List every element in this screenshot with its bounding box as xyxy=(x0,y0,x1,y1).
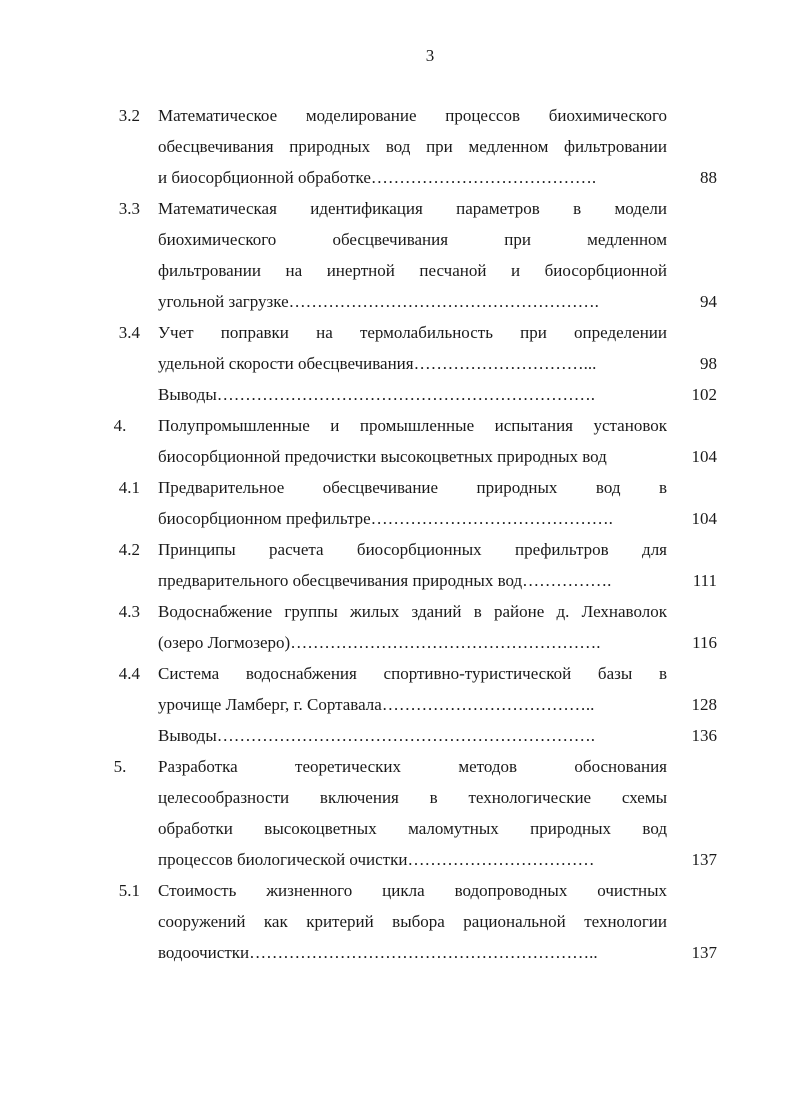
toc-entry-title-line: обработки высокоцветных маломутных природных вод xyxy=(158,819,667,838)
toc-entry-title xyxy=(158,720,667,751)
toc-entry-title-line: Предварительное обесцвечивание природных вод в xyxy=(158,478,667,497)
toc-entry-number: 4. xyxy=(113,416,127,435)
toc-entry-title-line: Учет поправки на термолабильность при определении xyxy=(158,323,667,342)
toc-entry-title xyxy=(158,100,667,193)
table-of-contents xyxy=(0,100,799,968)
toc-entry xyxy=(0,596,799,658)
toc-entry-title-last-line: процессов биологической очистки…………………………… xyxy=(158,850,595,869)
toc-entry-page: 137 xyxy=(691,943,717,962)
toc-entry-title-last-line: угольной загрузке………………………………………………. xyxy=(158,292,599,311)
toc-entry-title xyxy=(158,658,667,720)
toc-entry-title-line: Разработка теоретических методов обоснования xyxy=(158,757,667,776)
toc-entry-page: 88 xyxy=(700,168,717,187)
toc-entry-number: 4.4 xyxy=(118,664,140,683)
toc-entry-page: 128 xyxy=(691,695,717,714)
toc-entry xyxy=(0,875,799,968)
toc-entry xyxy=(0,193,799,317)
toc-entry-title-line: Принципы расчета биосорбционных префильтров для xyxy=(158,540,667,559)
toc-entry-page: 102 xyxy=(691,385,717,404)
toc-entry-title xyxy=(158,472,667,534)
toc-entry-title xyxy=(158,596,667,658)
toc-entry-title-last-line: биосорбционной предочистки высокоцветных природных вод xyxy=(158,447,607,466)
toc-entry-title-last-line: удельной скорости обесцвечивания…………………………... xyxy=(158,354,597,373)
toc-entry-title-line: фильтровании на инертной песчаной и биосорбционной xyxy=(158,261,667,280)
toc-entry xyxy=(0,720,799,751)
toc-entry-page: 104 xyxy=(691,509,717,528)
toc-entry-title-line: сооружений как критерий выбора рациональной технологии xyxy=(158,912,667,931)
toc-entry-title-last-line: водоочистки…………………………………………………….. xyxy=(158,943,598,962)
toc-entry-number: 4.2 xyxy=(118,540,140,559)
toc-entry-title-line: Водоснабжение группы жилых зданий в районе д. Лехнаволок xyxy=(158,602,667,621)
toc-entry-number: 3.3 xyxy=(118,199,140,218)
toc-entry-title-line: Полупромышленные и промышленные испытания установок xyxy=(158,416,667,435)
toc-entry-title-line: обесцвечивания природных вод при медленном фильтровании xyxy=(158,137,667,156)
toc-entry-title-last-line: биосорбционном префильтре……………………………………. xyxy=(158,509,613,528)
toc-entry-title-line: Математическое моделирование процессов биохимического xyxy=(158,106,667,125)
toc-entry-title xyxy=(158,751,667,875)
toc-entry-number: 3.2 xyxy=(118,106,140,125)
toc-entry-page: 137 xyxy=(691,850,717,869)
toc-entry-title-last-line: урочище Ламберг, г. Сортавала……………………………….. xyxy=(158,695,595,714)
toc-entry-title-line: Математическая идентификация параметров в модели xyxy=(158,199,667,218)
toc-entry xyxy=(0,472,799,534)
page-number: 3 xyxy=(425,46,435,65)
toc-entry-title-last-line: Выводы…………………………………………………………. xyxy=(158,726,596,745)
toc-entry-page: 94 xyxy=(700,292,717,311)
toc-entry-title xyxy=(158,317,667,379)
toc-entry xyxy=(0,317,799,379)
toc-entry-page: 98 xyxy=(700,354,717,373)
toc-entry xyxy=(0,534,799,596)
toc-entry xyxy=(0,410,799,472)
toc-entry-title xyxy=(158,193,667,317)
toc-entry-title-last-line: и биосорбционной обработке…………………………………. xyxy=(158,168,597,187)
toc-entry-title xyxy=(158,534,667,596)
toc-entry-title xyxy=(158,379,667,410)
toc-entry-number: 5. xyxy=(113,757,127,776)
toc-entry-title-last-line: предварительного обесцвечивания природных вод……………. xyxy=(158,571,612,590)
toc-entry-title xyxy=(158,410,667,472)
toc-entry-page: 116 xyxy=(692,633,717,652)
toc-entry-number: 4.3 xyxy=(118,602,140,621)
toc-entry-page: 136 xyxy=(691,726,717,745)
toc-entry-title-line: Система водоснабжения спортивно-туристической базы в xyxy=(158,664,667,683)
toc-entry-page: 104 xyxy=(691,447,717,466)
toc-entry xyxy=(0,100,799,193)
toc-entry-title-last-line: Выводы…………………………………………………………. xyxy=(158,385,596,404)
toc-entry-title xyxy=(158,875,667,968)
toc-entry-title-line: Стоимость жизненного цикла водопроводных очистных xyxy=(158,881,667,900)
toc-entry-number: 5.1 xyxy=(118,881,140,900)
toc-entry-title-last-line: (озеро Логмозеро)………………………………………………. xyxy=(158,633,601,652)
toc-entry xyxy=(0,751,799,875)
toc-entry xyxy=(0,379,799,410)
toc-entry-number: 3.4 xyxy=(118,323,140,342)
toc-entry-title-line: биохимического обесцвечивания при медленном xyxy=(158,230,667,249)
toc-entry xyxy=(0,658,799,720)
toc-entry-page: 111 xyxy=(692,571,717,590)
toc-entry-title-line: целесообразности включения в технологические схемы xyxy=(158,788,667,807)
toc-entry-number: 4.1 xyxy=(118,478,140,497)
